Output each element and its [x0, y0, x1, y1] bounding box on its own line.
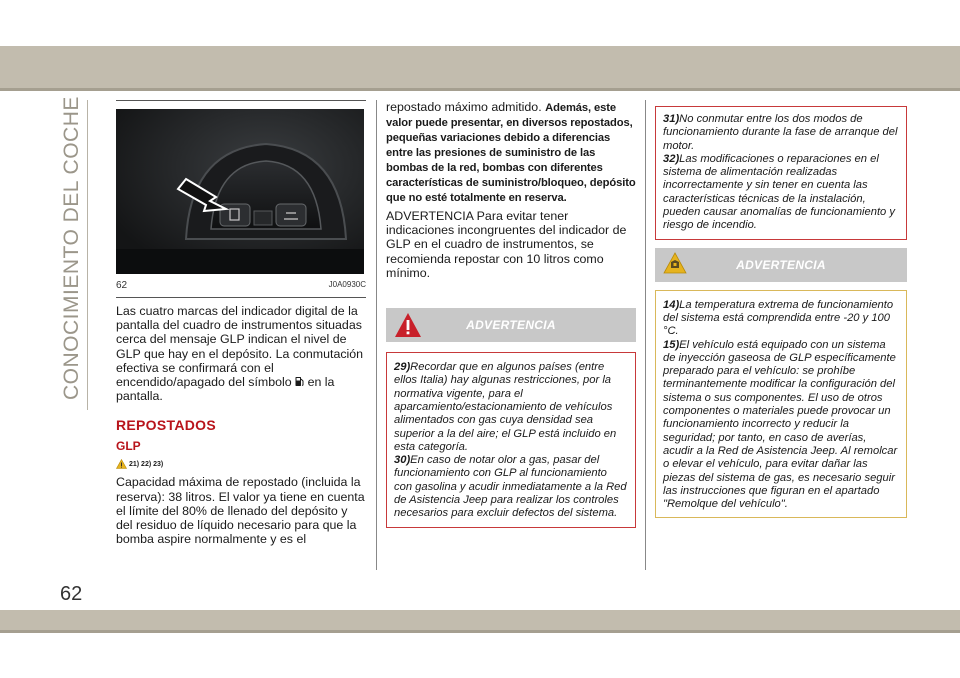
- warning-references: 21) 22) 23): [116, 459, 366, 469]
- paragraph-advertencia: ADVERTENCIA Para evitar tener indicaciones incongruentes del indicador de GLP en el cuadro de instrumentos, se recomienda repostar con 10 litros como mínimo.: [386, 209, 627, 280]
- paragraph: Las cuatro marcas del indicador digital de la pantalla del cuadro de instrumentos situadas cerca del mensaje GLP indican el nivel de GLP que hay en el depósito. La conmutación efectiva se confirmará con el encendido/apagado del símbolo en la pantalla.: [116, 304, 364, 404]
- warning-box-yellow: [655, 290, 907, 519]
- warning-item-30: 30)En caso de notar olor a gas, pasar del funcionamiento con GLP al funcionamiento con gasolina y acudir inmediatamente a la Red de Asistencia Jeep para realizar los controles necesarios para excluir defectos del sistema.: [394, 454, 627, 520]
- danger-triangle-icon: [394, 312, 422, 338]
- subheading-glp: GLP: [116, 439, 141, 454]
- warning-triangle-icon: [116, 459, 127, 469]
- warning-box-red-continued: [655, 106, 907, 240]
- bottom-band: [0, 610, 960, 630]
- photo-caption: [116, 280, 366, 298]
- section-title: CONOCIMIENTO DEL COCHE: [60, 96, 83, 400]
- column-divider: [376, 100, 377, 570]
- fuel-pump-icon: [295, 376, 304, 387]
- column-3: [655, 106, 907, 518]
- paragraph-continued: repostado máximo admitido. Además, este valor puede presentar, en diversos repostados, pequeñas variaciones debido a diferencias entre las presiones de suministro de las bombas de la red, bombas con diferentes características de suministro/bloqueo, depósito que no esté totalmente en reserva.: [386, 100, 636, 204]
- top-band: [0, 46, 960, 88]
- warning-item-14: 14)La temperatura extrema de funcionamiento del sistema está comprendida entre -20 y 100 °C.: [663, 298, 894, 338]
- dashboard-photo: [116, 109, 364, 274]
- heading-repostados: REPOSTADOS: [116, 417, 216, 434]
- warning-header-red: ADVERTENCIA: [386, 308, 636, 342]
- photo-code: J0A0930C: [328, 280, 366, 289]
- warning-item-32: 32)Las modificaciones o reparaciones en el sistema de alimentación realizadas incorrectamente y sin tener en cuenta las características técnicas de la instalación, pueden causar anomalías de funcionamiento y riesgo de incendio.: [663, 152, 895, 232]
- column-divider: [645, 100, 646, 570]
- warning-item-31: 31)No conmutar entre los dos modos de funcionamiento durante la fase de arranque del motor.: [663, 113, 898, 152]
- column-1: [116, 100, 366, 546]
- warning-item-15: 15)El vehículo está equipado con un sistema de inyección gaseosa de GLP específicamente preparado para el vehículo: se prohíbe terminantemente modificar la configuración del sistema o sus componentes. El uso de otros componentes o materiales puede provocar un funcionamiento incorrecto y reducir la seguridad; por tanto, en caso de averías, acudir a la Red de Asistencia Jeep. Al remolcar o elevar el vehículo, para evitar dañar las piezas del sistema de gas, es necesario seguir las instrucciones que figuran en el apartado "Remolque del vehículo".: [663, 338, 898, 511]
- warning-box-red: [386, 352, 636, 528]
- caution-triangle-icon: [663, 252, 687, 274]
- warning-item-29: 29)Recordar que en algunos países (entre ellos Italia) hay algunas restricciones, por la normativa vigente, para el aparcamiento/estacionamiento de vehículos alimentados con gas cuya densidad sea superior a la del aire; el GLP está incluido en esta categoría.: [394, 361, 617, 453]
- dashboard-switch-illustration: [116, 109, 364, 274]
- column-2: [386, 100, 636, 528]
- photo-number: 62: [116, 280, 128, 291]
- warning-header-yellow: ADVERTENCIA: [655, 248, 907, 282]
- page-number: 62: [60, 583, 83, 605]
- top-band-rule: [0, 88, 960, 91]
- bottom-band-rule: [0, 630, 960, 633]
- section-rule: [87, 100, 88, 410]
- paragraph-capacity: Capacidad máxima de repostado (incluida la reserva): 38 litros. El valor ya tiene en cuenta el límite del 80% de llenado del depósito y del residuo de líquido necesario para que la bomba aspire normalmente y es el: [116, 475, 365, 547]
